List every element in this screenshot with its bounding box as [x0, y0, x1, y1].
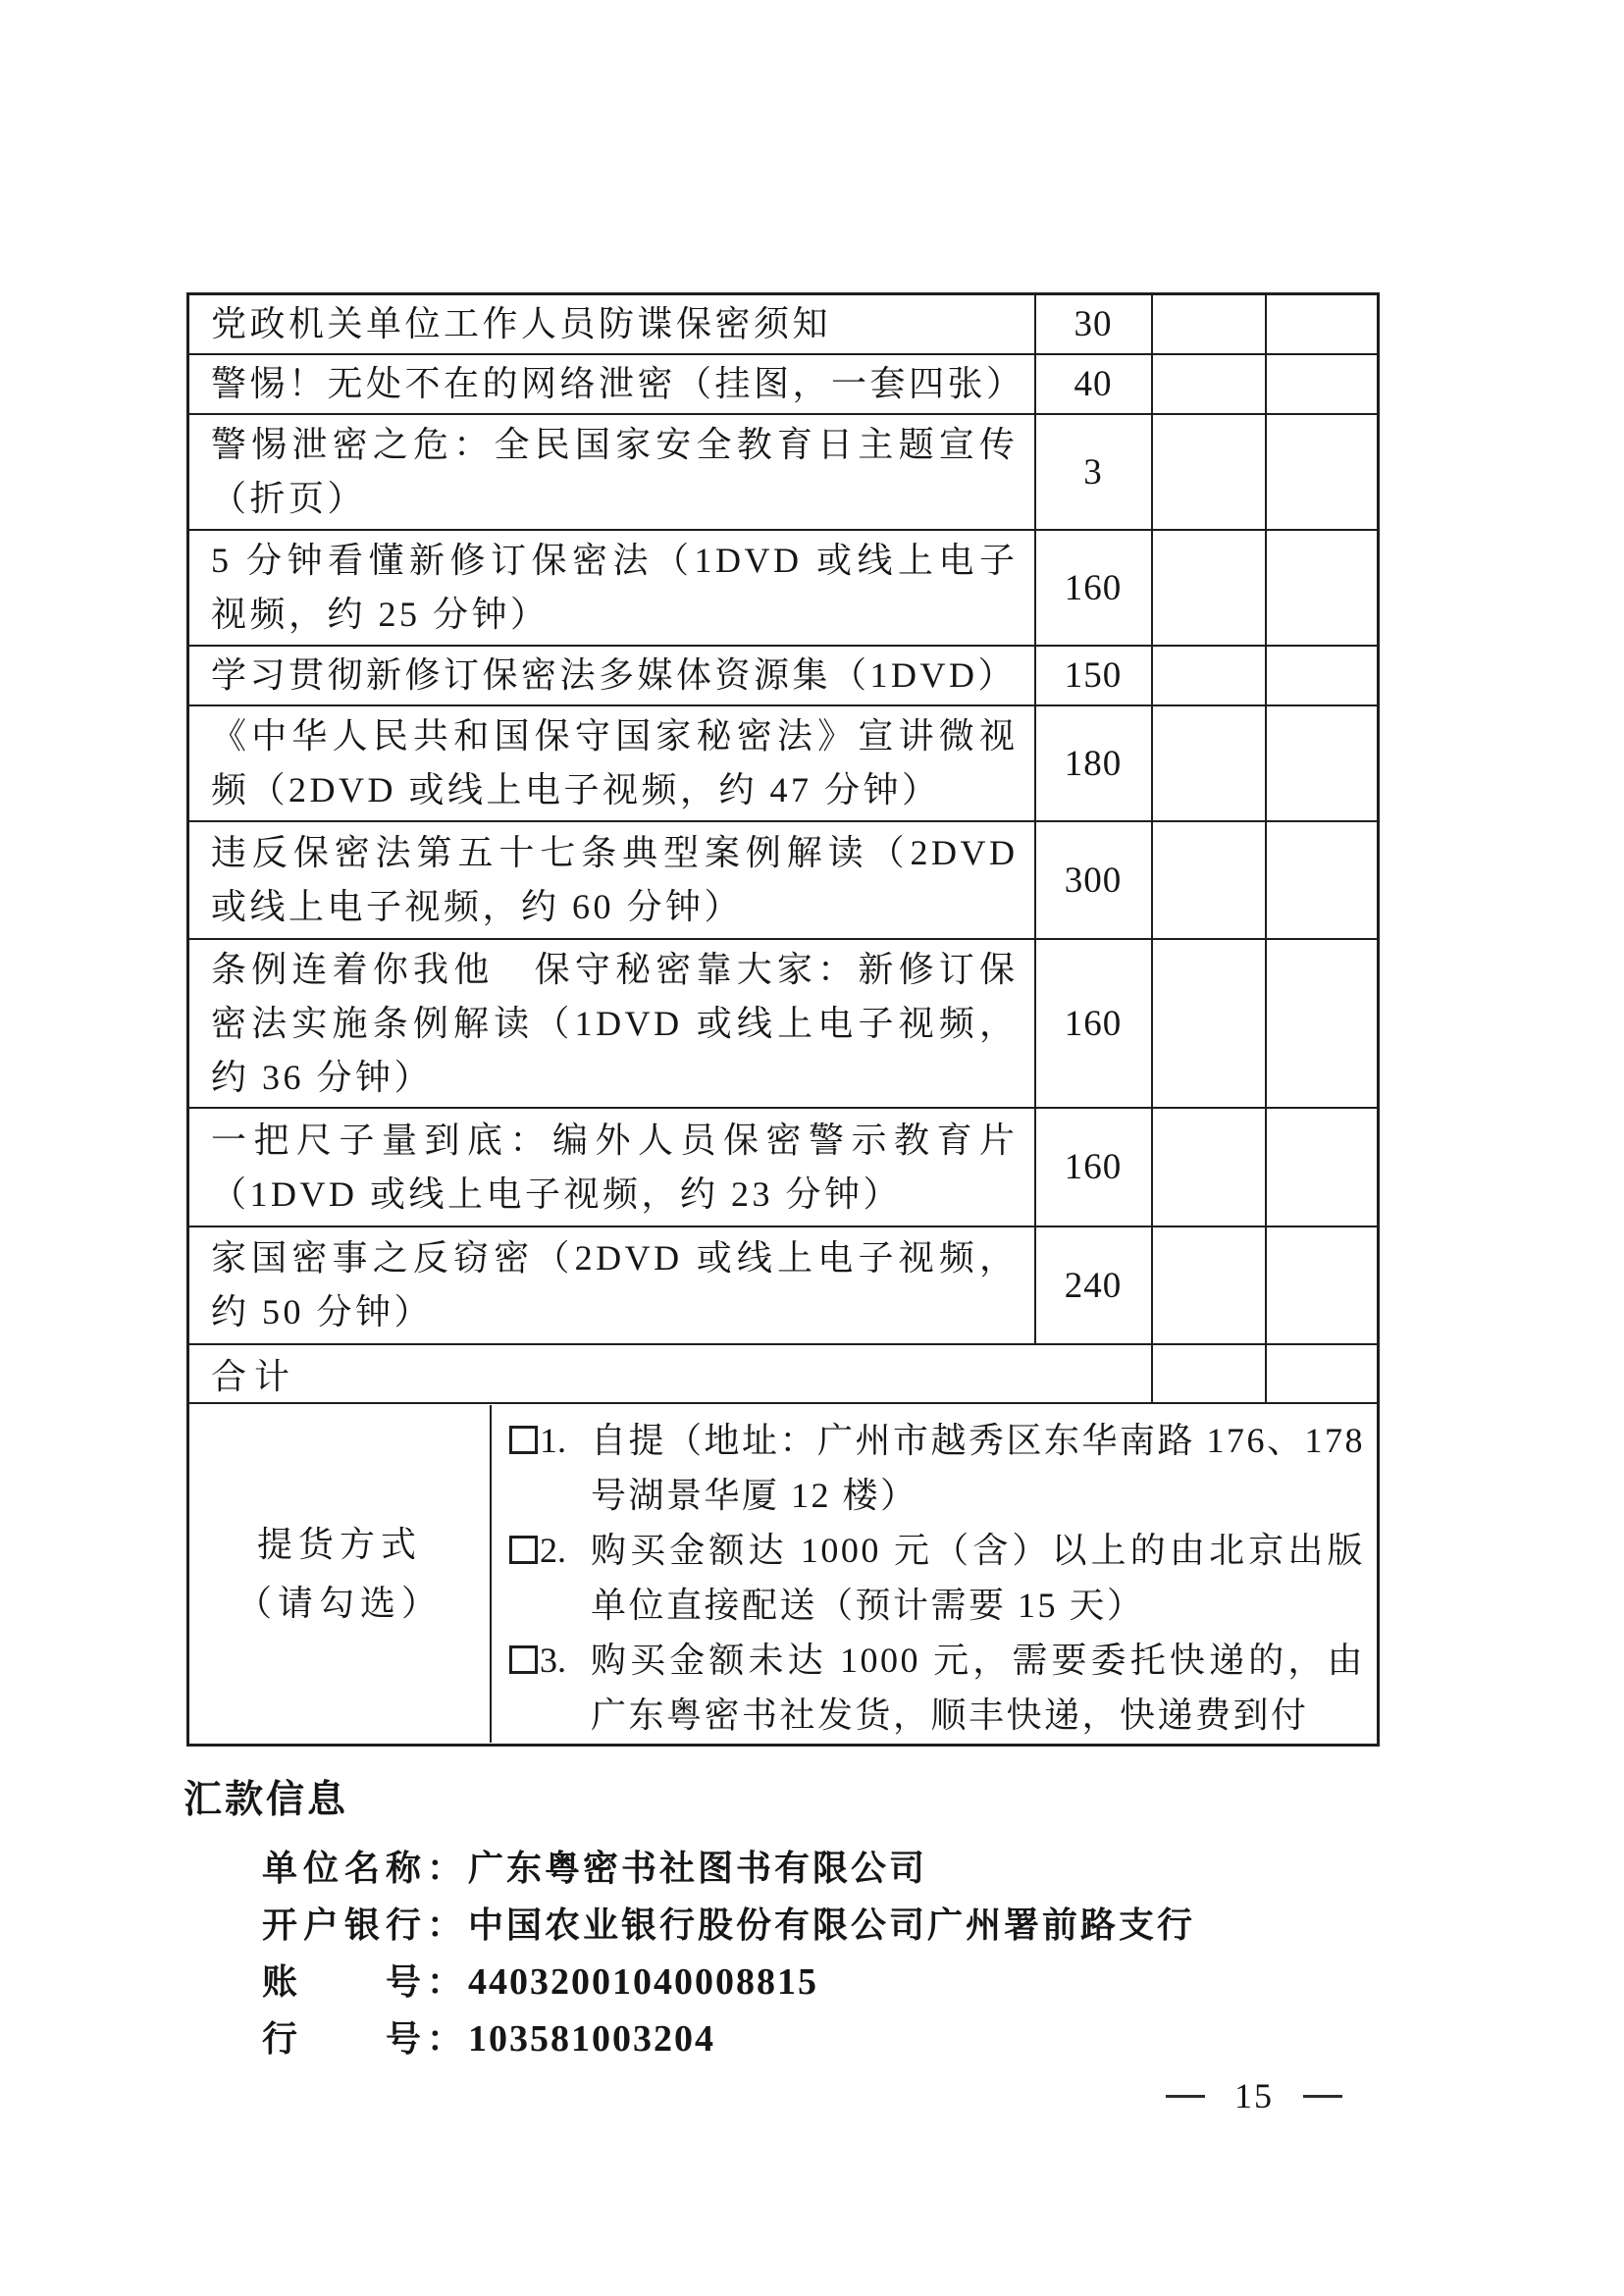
bank-name-label: 开户银行： — [262, 1905, 469, 1945]
amount-cell-empty — [1266, 354, 1379, 414]
quantity-cell-empty — [1152, 414, 1266, 530]
product-name: 条例连着你我他 保守秘密靠大家：新修订保密法实施条例解读（1DVD 或线上电子视频，约 36 分钟） — [188, 939, 1035, 1108]
product-name: 违反保密法第五十七条典型案例解读（2DVD 或线上电子视频，约 60 分钟） — [188, 821, 1035, 939]
product-name: 党政机关单位工作人员防谍保密须知 — [188, 294, 1035, 355]
bank-code-label: 行 号： — [262, 2019, 469, 2059]
amount-cell-empty — [1266, 1108, 1379, 1226]
option-number: 3. — [540, 1640, 566, 1680]
checkbox-option-1[interactable] — [509, 1426, 538, 1454]
delivery-method-label — [189, 1405, 492, 1743]
amount-cell-empty — [1266, 646, 1379, 705]
product-price: 160 — [1035, 939, 1152, 1108]
page-number-left-dash — [1166, 2095, 1205, 2098]
delivery-row — [188, 1403, 1379, 1745]
total-row — [188, 1344, 1379, 1403]
delivery-option-3 — [509, 1633, 1365, 1743]
remittance-info-section — [183, 1769, 1263, 2067]
amount-cell-empty — [1266, 1226, 1379, 1344]
delivery-option-1 — [509, 1413, 1365, 1523]
product-price: 300 — [1035, 821, 1152, 939]
total-quantity-empty — [1152, 1344, 1266, 1403]
table-row — [188, 1226, 1379, 1344]
product-name: 《中华人民共和国保守国家秘密法》宣讲微视频（2DVD 或线上电子视频，约 47 分钟） — [188, 705, 1035, 821]
remittance-heading: 汇款信息 — [183, 1779, 349, 1821]
table-row — [188, 294, 1379, 355]
product-name: 家国密事之反窃密（2DVD 或线上电子视频，约 50 分钟） — [188, 1226, 1035, 1344]
page-number-value: 15 — [1234, 2076, 1274, 2115]
product-name: 5 分钟看懂新修订保密法（1DVD 或线上电子视频，约 25 分钟） — [188, 530, 1035, 646]
table-row — [188, 354, 1379, 414]
checkbox-option-3[interactable] — [509, 1645, 538, 1674]
amount-cell-empty — [1266, 530, 1379, 646]
remittance-bank-line — [262, 1897, 1263, 1954]
total-amount-empty — [1266, 1344, 1379, 1403]
amount-cell-empty — [1266, 705, 1379, 821]
delivery-options — [492, 1405, 1377, 1743]
quantity-cell-empty — [1152, 530, 1266, 646]
company-name-label: 单位名称： — [262, 1849, 469, 1888]
page-number-right-dash — [1303, 2095, 1342, 2098]
account-number-label: 账 号： — [262, 1962, 469, 2002]
option-number: 2. — [540, 1530, 566, 1570]
product-price: 160 — [1035, 1108, 1152, 1226]
account-number-value: 44032001040008815 — [468, 1961, 819, 2003]
remittance-account-line — [262, 1954, 1263, 2010]
table-row — [188, 530, 1379, 646]
product-price: 150 — [1035, 646, 1152, 705]
quantity-cell-empty — [1152, 821, 1266, 939]
table-row — [188, 821, 1379, 939]
product-name: 一把尺子量到底：编外人员保密警示教育片（1DVD 或线上电子视频，约 23 分钟） — [188, 1108, 1035, 1226]
option-text: 购买金额未达 1000 元，需要委托快递的，由广东粤密书社发货，顺丰快递，快递费到付 — [591, 1640, 1365, 1735]
table-row — [188, 939, 1379, 1108]
product-price: 240 — [1035, 1226, 1152, 1344]
quantity-cell-empty — [1152, 294, 1266, 355]
table-row — [188, 1108, 1379, 1226]
product-price: 180 — [1035, 705, 1152, 821]
amount-cell-empty — [1266, 414, 1379, 530]
company-name-value: 广东粤密书社图书有限公司 — [468, 1849, 928, 1888]
option-text: 自提（地址：广州市越秀区东华南路 176、178 号湖景华厦 12 楼） — [591, 1420, 1366, 1515]
quantity-cell-empty — [1152, 646, 1266, 705]
table-row — [188, 646, 1379, 705]
product-price-table — [186, 292, 1380, 1747]
quantity-cell-empty — [1152, 1108, 1266, 1226]
delivery-method-label-line2: （请勾选） — [236, 1583, 443, 1623]
quantity-cell-empty — [1152, 1226, 1266, 1344]
product-name: 学习贯彻新修订保密法多媒体资源集（1DVD） — [188, 646, 1035, 705]
checkbox-option-2[interactable] — [509, 1536, 538, 1564]
remittance-bank-code-line — [262, 2010, 1263, 2067]
delivery-option-2 — [509, 1523, 1365, 1633]
total-label: 合计 — [188, 1344, 1152, 1403]
table-row — [188, 705, 1379, 821]
page-number — [1166, 2076, 1342, 2115]
product-price: 3 — [1035, 414, 1152, 530]
remittance-company-line — [262, 1840, 1263, 1897]
product-name: 警惕泄密之危：全民国家安全教育日主题宣传（折页） — [188, 414, 1035, 530]
quantity-cell-empty — [1152, 939, 1266, 1108]
amount-cell-empty — [1266, 821, 1379, 939]
amount-cell-empty — [1266, 294, 1379, 355]
table-row — [188, 414, 1379, 530]
product-price: 40 — [1035, 354, 1152, 414]
product-name: 警惕！无处不在的网络泄密（挂图，一套四张） — [188, 354, 1035, 414]
option-text: 购买金额达 1000 元（含）以上的由北京出版单位直接配送（预计需要 15 天） — [591, 1530, 1365, 1625]
product-price: 30 — [1035, 294, 1152, 355]
amount-cell-empty — [1266, 939, 1379, 1108]
quantity-cell-empty — [1152, 705, 1266, 821]
option-number: 1. — [540, 1420, 566, 1460]
delivery-method-label-line1: 提货方式 — [256, 1524, 422, 1564]
bank-code-value: 103581003204 — [468, 2018, 716, 2060]
bank-name-value: 中国农业银行股份有限公司广州署前路支行 — [468, 1905, 1196, 1945]
quantity-cell-empty — [1152, 354, 1266, 414]
product-price: 160 — [1035, 530, 1152, 646]
